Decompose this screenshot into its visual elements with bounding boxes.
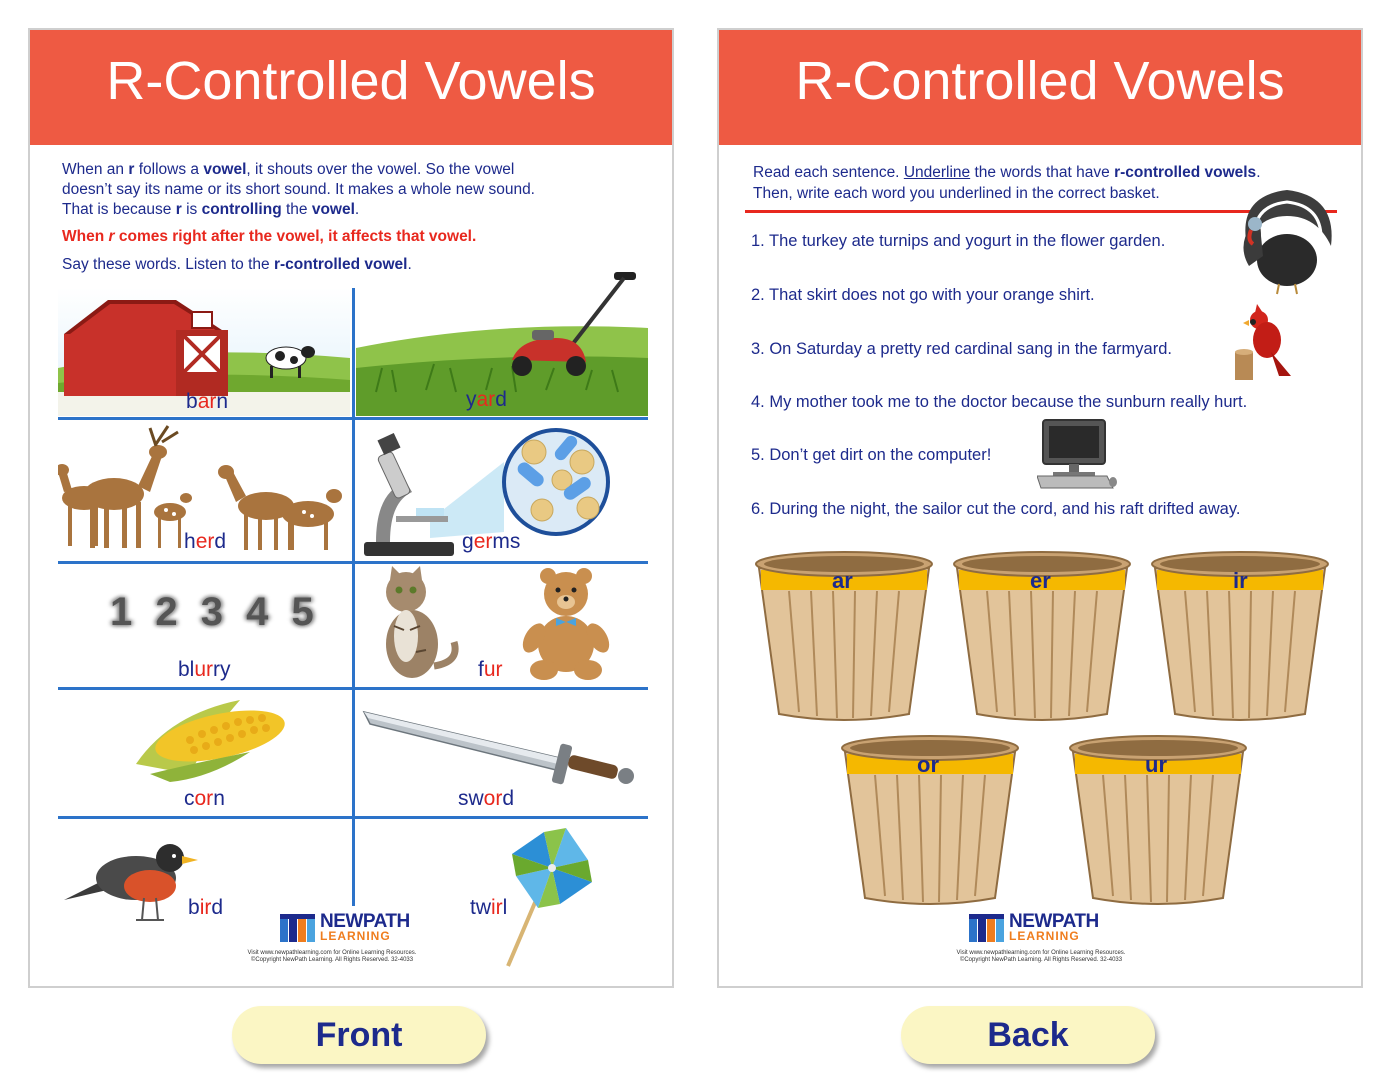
cat-icon [386,566,455,678]
newpath-logo-back [969,911,1099,944]
basket-or-label: or [917,752,939,777]
grid-line-4 [58,816,648,819]
front-say: Say these words. Listen to the r-controlled vowel. [62,256,412,273]
word-bird: bird [188,896,224,919]
word-fur: fur [478,658,503,681]
sentence-5: 5. Don’t get dirt on the computer! [751,446,992,464]
computer-illustration [1037,416,1117,491]
cardinal-illustration [1227,302,1297,382]
newpath-logo-icon [969,914,1009,944]
word-herd: herd [184,530,227,553]
word-barn: barn [186,390,229,413]
turkey-illustration [1227,186,1337,296]
sword-illustration [360,706,640,796]
grid-vertical-line [352,288,355,906]
word-sword: sword [458,787,515,810]
teddy-bear-icon [518,568,614,680]
front-footnote: Visit www.newpathlearning.com for Online Learning Resources. ©Copyright NewPath Learning. All Rights Reserved. 32-4033 [247,950,417,963]
word-twirl: twirl [470,896,508,919]
sentence-2: 2. That skirt does not go with your orange shirt. [751,286,1095,304]
basket-ir-label: ir [1233,568,1248,593]
front-title: R-Controlled Vowels [106,51,596,111]
corn-illustration [130,694,300,784]
logo-learning-text: LEARNING [320,929,391,943]
word-germs: germs [462,530,521,553]
logo-learning-text: LEARNING [1009,929,1080,943]
newpath-logo-icon [280,914,320,944]
sentence-3: 3. On Saturday a pretty red cardinal sang in the farmyard. [751,340,1172,358]
front-rule: When r comes right after the vowel, it affects that vowel. [62,228,477,245]
sentence-1: 1. The turkey ate turnips and yogurt in the flower garden. [751,232,1166,250]
newpath-logo [280,911,410,944]
back-intro: Read each sentence. Underline the words that have r-controlled vowels. Then, write each word you underlined in the correct basket. [753,164,1261,202]
front-button[interactable]: Front [232,1006,486,1064]
back-card [717,28,1363,988]
back-title: R-Controlled Vowels [795,51,1285,111]
front-header [30,30,672,145]
back-button[interactable]: Back [901,1006,1155,1064]
word-yard: yard [466,388,507,411]
basket-ur-label: ur [1145,752,1167,777]
word-corn: corn [184,787,225,810]
pinwheel-illustration [500,822,610,972]
front-intro: When an r follows a vowel, it shouts over the vowel. So the vowel doesn’t say its name or its short sound. It makes a whole new sound. That is because r is controlling the vowel. [62,161,535,218]
basket-ar-label: ar [832,568,853,593]
blurry-numbers: 1 2 3 4 5 [110,590,320,634]
grid-line-2 [58,561,648,564]
grid-line-1 [58,417,648,420]
logo-new-text: NEWPATH [1009,911,1099,932]
logo-new-text: NEWPATH [320,911,410,932]
grid-line-3 [58,687,648,690]
front-card [28,28,674,988]
sentence-6: 6. During the night, the sailor cut the cord, and his raft drifted away. [751,500,1241,518]
back-header [719,30,1361,145]
word-blurry: blurry [178,658,231,681]
sentence-4: 4. My mother took me to the doctor because the sunburn really hurt. [751,393,1248,411]
back-footnote: Visit www.newpathlearning.com for Online Learning Resources. ©Copyright NewPath Learning. All Rights Reserved. 32-4033 [956,950,1126,963]
basket-er-label: er [1030,568,1051,593]
